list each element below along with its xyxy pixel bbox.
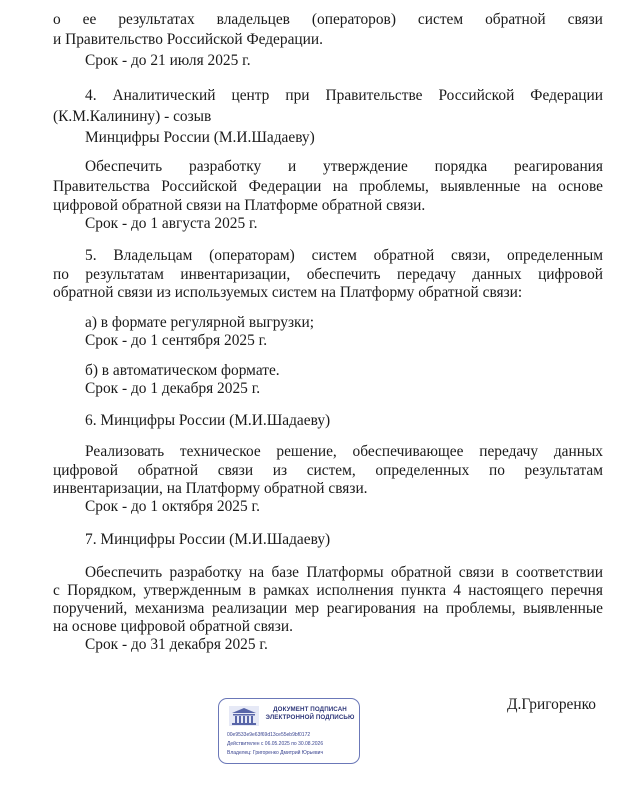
text-line: Обеспечить разработку на базе Платформы обратной связи в соответствии [85, 564, 603, 581]
stamp-owner: Владелец: Григоренко Дмитрий Юрьевич [227, 750, 324, 756]
stamp-certificate: 00e9533e9e63f69d13ce55eb9bf0172 [227, 732, 311, 738]
electronic-signature-stamp [218, 698, 360, 764]
deadline-line: Срок - до 1 октября 2025 г. [85, 498, 260, 515]
sub-item: б) в автоматическом формате. [85, 362, 280, 379]
government-building-icon [229, 706, 259, 726]
item-assignee: Минцифры России (М.И.Шадаеву) [85, 129, 315, 146]
text-line: цифровой обратной связи из систем, определенных по результатам [53, 462, 603, 479]
item-heading: 5. Владельцам (операторам) систем обратной связи, определенным [85, 247, 603, 264]
text-line: (К.М.Калинину) - созыв [53, 108, 212, 125]
text-line: Обеспечить разработку и утверждение порядка реагирования [85, 158, 603, 175]
item-heading: 7. Минцифры России (М.И.Шадаеву) [85, 531, 331, 548]
text-line: Правительства Российской Федерации на проблемы, выявленные на основе [53, 178, 603, 195]
item-heading: 6. Минцифры России (М.И.Шадаеву) [85, 412, 331, 429]
deadline-line: Срок - до 31 декабря 2025 г. [85, 636, 268, 653]
deadline-line: Срок - до 1 сентября 2025 г. [85, 332, 268, 349]
text-line: с Порядком, утвержденным в рамках исполнения пункта 4 настоящего перечня [53, 582, 603, 599]
text-line: на основе цифровой обратной связи. [53, 618, 293, 635]
stamp-title: ДОКУМЕНТ ПОДПИСАН ЭЛЕКТРОННОЙ ПОДПИСЬЮ [265, 706, 355, 721]
deadline-line: Срок - до 1 августа 2025 г. [85, 215, 258, 232]
deadline-line: Срок - до 1 декабря 2025 г. [85, 380, 261, 397]
item-heading: 4. Аналитический центр при Правительстве Российской Федерации [85, 87, 603, 104]
sub-item: а) в формате регулярной выгрузки; [85, 314, 315, 331]
text-line: поручений, механизма реализации мер реагирования на проблемы, выявленные [53, 600, 603, 617]
text-line: по результатам инвентаризации, обеспечить передачу данных цифровой [53, 266, 603, 283]
text-line: и Правительство Российской Федерации. [53, 31, 323, 48]
text-line: Реализовать техническое решение, обеспечивающее передачу данных [85, 443, 603, 460]
stamp-validity: Действителен с 06.05.2025 по 30.08.2026 [227, 741, 324, 747]
signature-name: Д.Григоренко [507, 696, 596, 713]
text-line: цифровой обратной связи на Платформе обратной связи. [53, 197, 426, 214]
text-line: обратной связи из используемых систем на Платформу обратной связи: [53, 284, 523, 301]
text-line: o ее результатах владельцев (операторов) систем обратной связи [53, 11, 603, 28]
deadline-line: Срок - до 21 июля 2025 г. [85, 52, 251, 69]
text-line: инвентаризации, на Платформу обратной связи. [53, 480, 368, 497]
